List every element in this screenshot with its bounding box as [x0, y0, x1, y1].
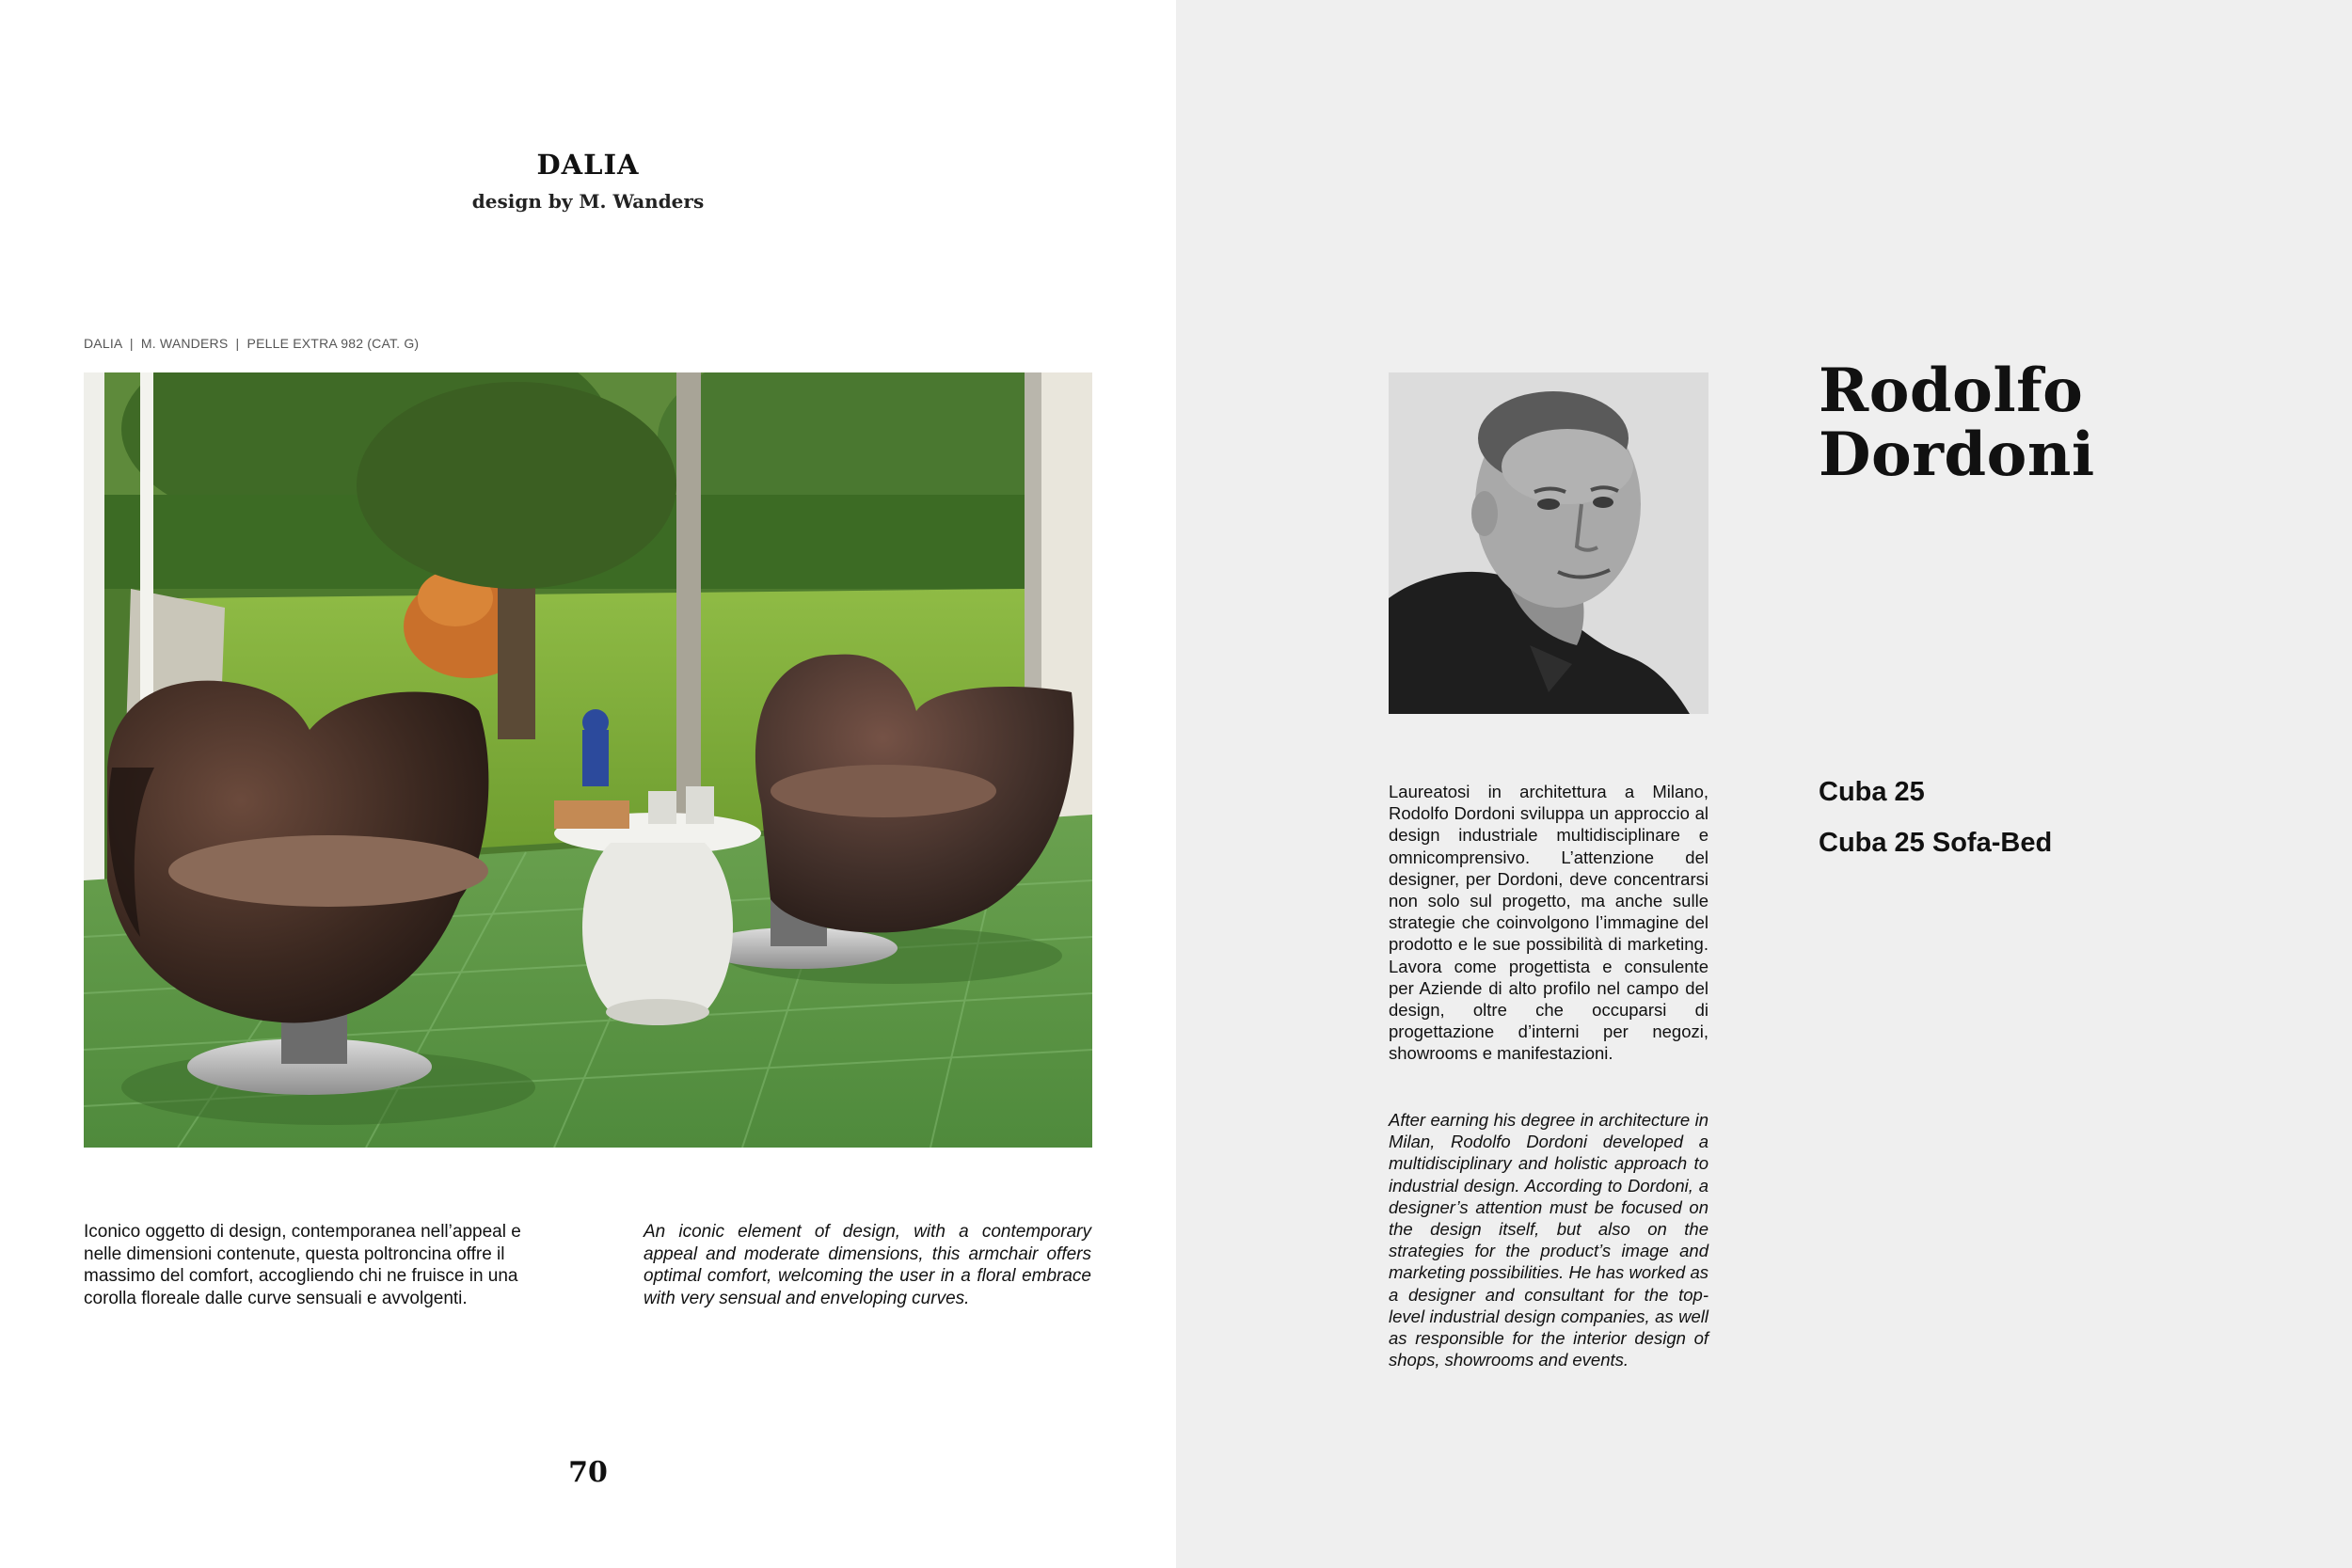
page-number: 70 — [568, 1456, 608, 1489]
description-english: An iconic element of design, with a contemporary appeal and moderate dimensions, this armchair offers optimal comfort, welcoming the user in a floral embrace with very sensual and enveloping curves. — [644, 1222, 1091, 1308]
photo-caption: DALIA | M. WANDERS | PELLE EXTRA 982 (CAT. G) — [84, 336, 420, 351]
bio-italian: Laureatosi in architettura a Milano, Rodolfo Dordoni sviluppa un approccio al design industriale multidisciplinare e omnicomprensivo. L’attenzione del designer, per Dordoni, deve concentrarsi non solo sul progetto, ma anche sulle strategie che coinvolgono l’immagine del prodotto e le sue possibilità di marketing. Lavora come progettista e consulente per Aziende di alto profilo nel campo del design, oltre che occuparsi di progettazione d’interni per negozi, showrooms e manifestazioni. — [1389, 782, 1708, 1064]
bio-english: After earning his degree in architecture in Milan, Rodolfo Dordoni developed a multidisciplinary and holistic approach to industrial design. According to Dordoni, a designer’s attention must be focused on the design itself, but also on the strategies for the product’s image and marketing possibilities. He has worked as a designer and consultant for the top-level industrial design companies, as well as responsible for the interior design of shops, showrooms and events. — [1389, 1110, 1708, 1370]
product-link-cuba-25[interactable]: Cuba 25 — [1819, 777, 1925, 807]
designer-portrait — [1389, 372, 1708, 714]
right-page — [1176, 0, 2352, 1568]
product-link-cuba-25-sofa-bed[interactable]: Cuba 25 Sofa-Bed — [1819, 828, 2053, 858]
designer-last-name: Dordoni — [1819, 420, 2095, 490]
designer-name — [1819, 356, 2095, 490]
product-subtitle: design by M. Wanders — [471, 190, 705, 213]
designer-first-name: Rodolfo — [1819, 356, 2084, 426]
product-title: DALIA — [536, 149, 640, 181]
product-photo — [84, 372, 1092, 1148]
description-italian: Iconico oggetto di design, contemporanea nell’appeal e nelle dimensioni contenute, questa poltroncina offre il massimo del comfort, accogliendo chi ne fruisce in una corolla floreale dalle curve sensuali e avvolgenti. — [84, 1222, 521, 1308]
